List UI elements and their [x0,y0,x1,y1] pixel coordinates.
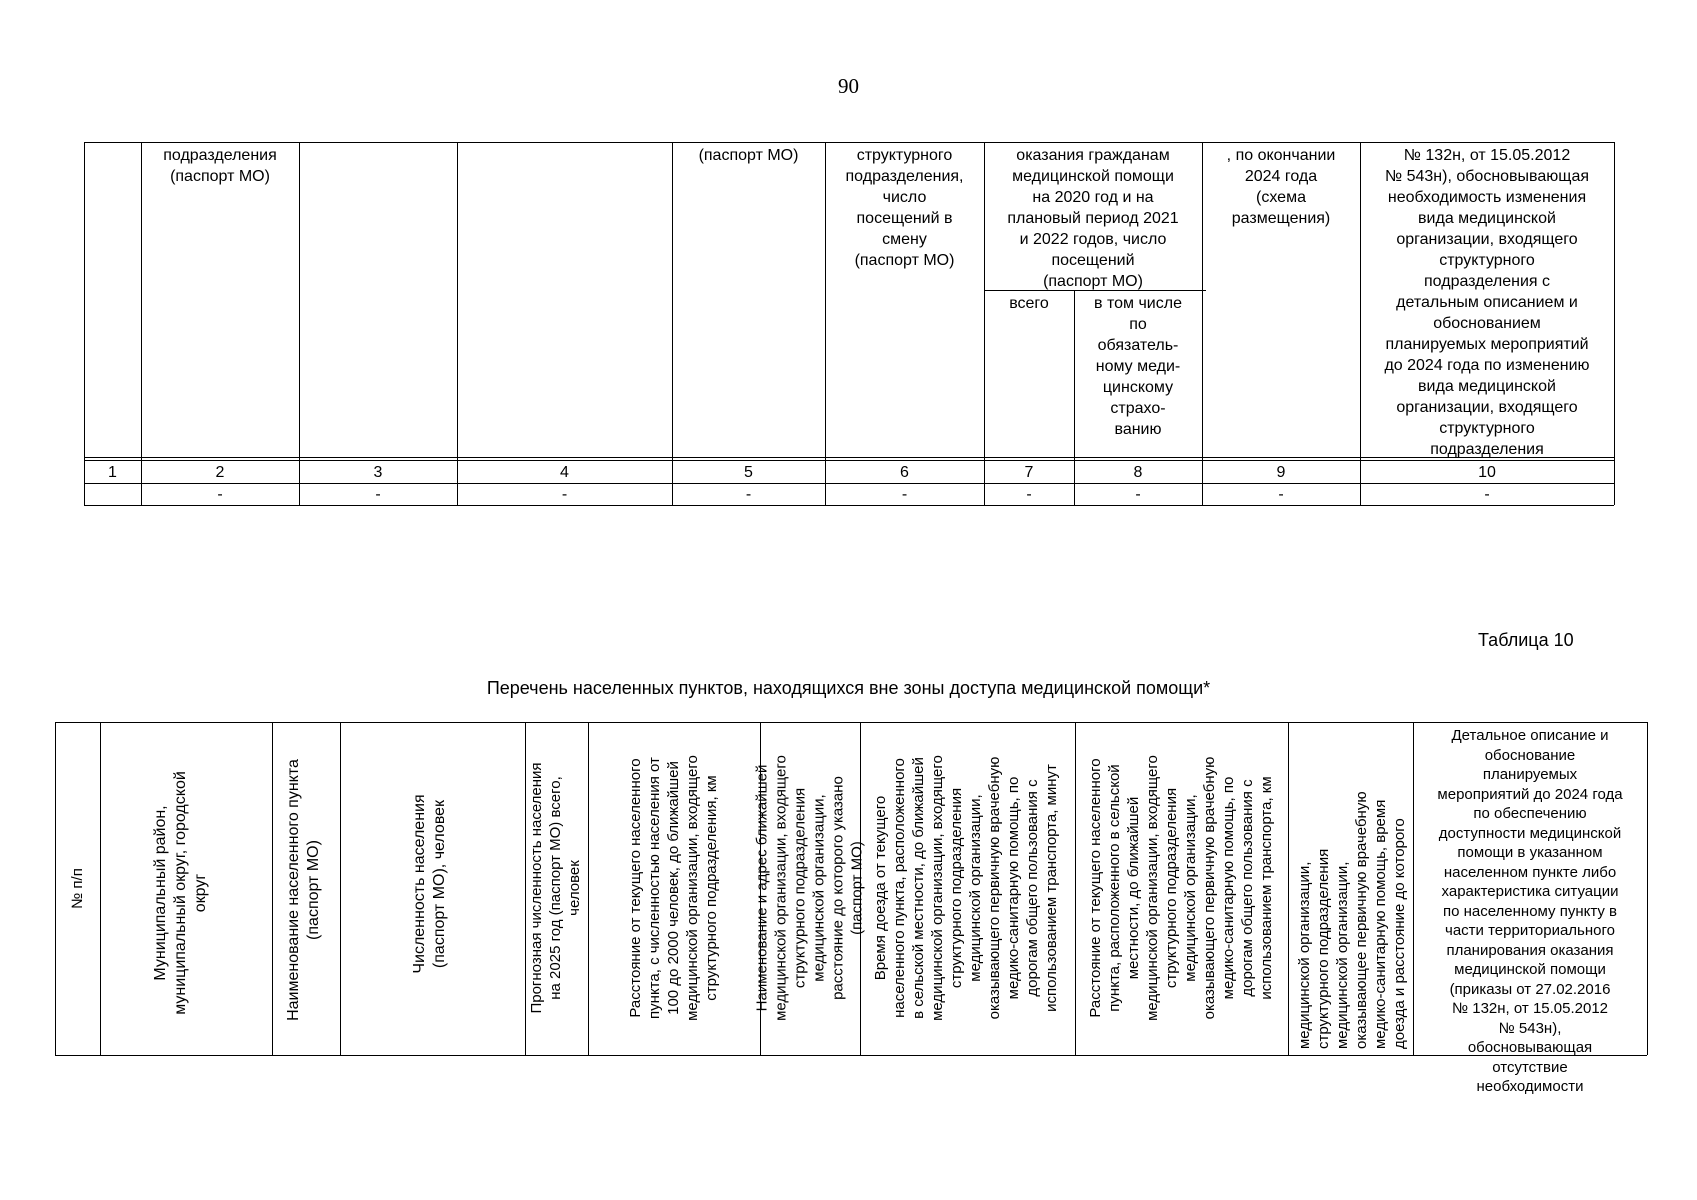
table-1-col-number: 1 [108,464,117,481]
page-number: 90 [838,74,859,98]
table-1-data-cell: - [375,486,381,503]
table-1-data-cell: - [1278,486,1284,503]
table-2-header-col-8-wrap [860,722,1075,1055]
table-2-header-col-9-wrap [1075,722,1288,1055]
table-1-header-col-8: в том числе по обязатель- ному меди- цинскому страхо- ванию [1094,295,1182,438]
table-2-header-col-5: Прогнозная численность населения на 2025 год (паспорт МО) всего, человек [528,762,583,1014]
table-1-col-number: 5 [744,464,753,481]
table-1-col-number: 3 [373,464,383,481]
table-1-header-col-5: (паспорт МО) [698,147,799,164]
table-1-vline [672,142,673,505]
table-1-col-number: 7 [1024,464,1034,481]
table-1-header-col-7-8: оказания гражданам медицинской помощи на 2020 год и на плановый период 2021 и 2022 годов, число посещений (паспорт МО) [1007,147,1179,290]
table-1-data-cell: - [901,486,908,503]
table-1-header-col-9: , по окончании 2024 года (схема размещения) [1226,147,1336,227]
table-2-header-col-11: Детальное описание и обоснование планируемых мероприятий до 2024 года по обеспечению доступности медицинской помощи в указанном населенном пункте либо характеристика ситуации по населенному пункту в части территориального планирования оказания медицинской помощи (приказы от 27.02.2016 № 132н, от 15.05.2012 № 543н), обосновывающая отсутствие необходимости [1437,727,1623,1095]
table-1-data-cell: - [217,486,223,503]
table-1-data-cell: - [1135,486,1141,503]
table-1-vline [141,142,142,505]
table-title: Перечень населенных пунктов, находящихся вне зоны доступа медицинской помощи* [486,678,1211,698]
table-2-header-col-1: № п/п [69,868,86,909]
table-2-header-col-8: Время доезда от текущего населенного пункта, расположенного в сельской местности, до ближайшей медицинской организации, входящего структурного подразделения медицинской организации, оказывающего первичную врачебную медико-санитарную помощь, по дорогам общего пользования с использованием транспорта, минут [872,755,1060,1021]
table-2-header-col-9: Расстояние от текущего населенного пункта, расположенного в сельской местности, до ближайшей медицинской организации, входящего структурного подразделения медицинской организации, оказывающего первичную врачебную медико-санитарную помощь, по дорогам общего пользования с использованием транспорта, км [1087,755,1275,1021]
table-1-col-number: 10 [1478,464,1496,481]
table-1-data-cell: - [745,486,752,503]
table-1-header-col-7: всего [1009,295,1049,312]
table-1-col-number: 2 [215,464,225,481]
table-1-vline [1614,142,1615,505]
table-2-header-col-5-wrap [525,722,588,1055]
table-1-col-number: 4 [560,464,569,481]
table-1-data-cell: - [1484,486,1490,503]
table-1-header-bottom-2 [84,460,1614,461]
table-caption: Таблица 10 [1478,630,1574,650]
table-2-header-col-7: Наименование и адрес ближайшей медицинской организации, входящего структурного подразделения медицинской организации, расстояние до которого указано (паспорт МО) [753,755,866,1021]
table-2-header-col-6: Расстояние от текущего населенного пункта, с численностью населения от 100 до 2000 человек, до ближайшей медицинской организации, входящего структурного подразделения, км [627,755,720,1021]
table-1-data-cell: - [1026,486,1032,503]
table-1-col-number: 8 [1133,464,1143,481]
table-2-header-col-3-wrap [272,722,340,1055]
table-2-header-col-4: Численность населения (паспорт МО), человек [411,794,448,974]
table-1-vline [299,142,300,505]
table-1-vline [84,142,85,505]
table-2-header-col-7-wrap [753,722,866,1055]
table-2-header-col-2-wrap [100,722,272,1055]
table-2-vline [1647,722,1648,1055]
table-1-col-number: 9 [1276,464,1286,481]
table-2-border-bottom [55,1055,1647,1056]
table-1-border-bottom [84,505,1614,506]
table-1-border-top [84,142,1614,143]
table-2-header-col-6-wrap [588,722,760,1055]
table-2-header-col-1-wrap [55,722,100,1055]
table-1-col-number: 6 [900,464,909,481]
table-1-number-row-bottom [84,483,1614,484]
table-1-vline [457,142,458,505]
table-1-header-col-6: структурного подразделения, число посещений в смену (паспорт МО) [845,147,964,269]
table-1-data-cell: - [561,486,568,503]
table-1-header-col-2: подразделения (паспорт МО) [163,147,277,185]
table-2-header-col-4-wrap [340,722,525,1055]
table-1-header-col-10: № 132н, от 15.05.2012 № 543н), обосновывающая необходимость изменения вида медицинской организации, входящего структурного подразделения с детальным описанием и обоснованием планируемых мероприятий до 2024 года по изменению вида медицинской организации, входящего структурного подразделения [1384,147,1590,458]
table-2-header-col-10-wrap [1288,722,1413,1055]
table-2-header-col-2: Муниципальный район, муниципальный округ, городской округ [152,771,209,1015]
table-2-header-col-3: Наименование населенного пункта (паспорт МО) [285,759,322,1021]
table-2-header-col-10: медицинской организации, структурного подразделения медицинской организации, оказывающее первичную врачебную медико-санитарную помощь, время доезда и расстояние до которого [1296,791,1408,1049]
